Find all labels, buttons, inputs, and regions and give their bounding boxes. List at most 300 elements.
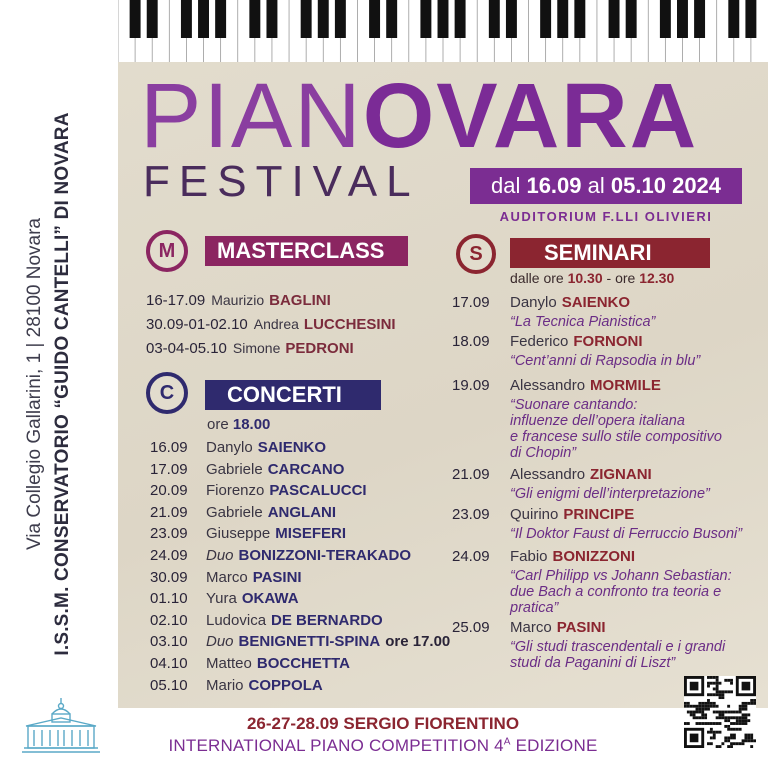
concert-date: 20.09 xyxy=(150,482,188,500)
qr-module xyxy=(719,711,722,714)
qr-module xyxy=(713,676,716,679)
concert-last-name: DE BERNARDO xyxy=(271,611,383,629)
concert-date: 04.10 xyxy=(150,655,188,672)
qr-module xyxy=(750,699,753,702)
concert-date: 16.09 xyxy=(150,439,188,456)
qr-module xyxy=(724,719,727,722)
black-key xyxy=(626,0,637,38)
qr-module xyxy=(736,711,739,714)
qr-module xyxy=(730,728,733,731)
masterclass-heading: MASTERCLASS xyxy=(205,236,408,266)
seminar-row xyxy=(452,466,752,484)
qr-module xyxy=(736,722,739,725)
qr-module xyxy=(730,711,733,714)
seminar-last-name: PRINCIPE xyxy=(563,506,635,523)
seminar-last-name: BONIZZONI xyxy=(552,548,636,565)
title-light-part: PIAN xyxy=(140,65,363,167)
qr-module xyxy=(744,708,747,711)
qr-module xyxy=(747,734,750,737)
masterclass-last-name: BAGLINI xyxy=(269,292,331,309)
edition-word: EDIZIONE xyxy=(515,736,598,755)
masterclass-first-name: Maurizio xyxy=(211,292,265,308)
concert-row xyxy=(150,655,350,672)
qr-module xyxy=(733,742,736,745)
black-key xyxy=(694,0,705,38)
concert-date: 23.09 xyxy=(150,525,188,543)
qr-module xyxy=(733,734,736,737)
qr-module xyxy=(727,725,730,728)
qr-module xyxy=(724,725,727,728)
black-key xyxy=(745,0,756,38)
qr-module xyxy=(704,708,707,711)
qr-module xyxy=(747,739,750,742)
qr-module xyxy=(719,716,722,719)
qr-module xyxy=(684,705,687,708)
qr-module xyxy=(742,722,745,725)
qr-module xyxy=(742,702,745,705)
concert-row xyxy=(150,569,302,586)
qr-module xyxy=(733,716,736,719)
black-key xyxy=(335,0,346,38)
qr-module xyxy=(727,711,730,714)
qr-module xyxy=(744,739,747,742)
concert-date: 21.09 xyxy=(150,503,188,521)
qr-module xyxy=(719,682,722,685)
qr-module xyxy=(701,705,704,708)
masterclass-first-name: Andrea xyxy=(253,316,299,332)
seminar-talk-title: “Gli enigmi dell’interpretazione” xyxy=(510,486,710,502)
concert-extra-time: ore 17.00 xyxy=(385,633,451,651)
qr-module xyxy=(704,722,707,725)
concert-last-name: PASINI xyxy=(252,568,302,586)
seminari-heading: SEMINARI xyxy=(510,238,710,268)
qr-module xyxy=(724,711,727,714)
seminar-talk-title: “Cent’anni di Rapsodia in blu” xyxy=(510,353,701,369)
qr-module xyxy=(721,690,724,693)
qr-module xyxy=(693,713,696,716)
concert-first-name: Yura xyxy=(206,590,237,608)
qr-module xyxy=(739,719,742,722)
masterclass-last-name: LUCCHESINI xyxy=(303,316,396,333)
seminar-row xyxy=(452,377,752,395)
concert-first-name: Gabriele xyxy=(206,503,263,521)
qr-module xyxy=(736,742,739,745)
qr-module xyxy=(730,742,733,745)
seminar-speaker xyxy=(510,294,630,311)
black-key xyxy=(318,0,329,38)
seminar-speaker xyxy=(510,377,661,394)
seminar-first-name: Quirino xyxy=(510,506,559,523)
black-key xyxy=(574,0,585,38)
concert-row xyxy=(150,677,323,694)
piano-keys xyxy=(118,0,768,62)
concert-last-name: MISEFERI xyxy=(275,525,347,543)
qr-module xyxy=(727,719,730,722)
qr-module xyxy=(742,708,745,711)
qr-module xyxy=(750,745,753,748)
qr-module xyxy=(710,736,713,739)
qr-module xyxy=(716,690,719,693)
qr-module xyxy=(707,705,710,708)
competition-dates: 26-27-28.09 SERGIO FIORENTINO xyxy=(246,714,520,733)
qr-module xyxy=(716,722,719,725)
black-key xyxy=(181,0,192,38)
dates-to: 05.10 xyxy=(610,173,666,198)
qr-module xyxy=(727,728,730,731)
seminar-row xyxy=(452,548,752,566)
seminar-talk-title: e francese sullo stile compositivo xyxy=(510,429,722,445)
qr-module xyxy=(698,702,701,705)
qr-module xyxy=(713,711,716,714)
qr-module xyxy=(739,722,742,725)
qr-module xyxy=(721,696,724,699)
seminar-talk-title: due Bach a confronto tra teoria e xyxy=(510,584,722,600)
qr-module xyxy=(744,702,747,705)
seminar-row xyxy=(452,619,752,637)
qr-module xyxy=(716,705,719,708)
qr-module xyxy=(727,736,730,739)
qr-module xyxy=(719,713,722,716)
festival-title xyxy=(140,65,699,167)
masterclass-row xyxy=(146,292,331,309)
concert-row xyxy=(150,590,299,607)
qr-module xyxy=(690,713,693,716)
qr-module xyxy=(744,736,747,739)
qr-module xyxy=(750,702,753,705)
concert-last-name: SAIENKO xyxy=(257,439,327,456)
concert-first-name: Danylo xyxy=(206,439,253,456)
competition-name xyxy=(118,736,648,756)
qr-module xyxy=(727,690,730,693)
qr-module xyxy=(698,716,701,719)
qr-module xyxy=(733,728,736,731)
qr-module xyxy=(716,711,719,714)
qr-module xyxy=(730,679,733,682)
qr-module xyxy=(713,736,716,739)
qr-module xyxy=(698,722,701,725)
masterclass-last-name: PEDRONI xyxy=(285,340,354,357)
conservatory-building-logo xyxy=(22,696,100,754)
seminar-first-name: Federico xyxy=(510,333,569,350)
black-key xyxy=(369,0,380,38)
qr-module xyxy=(724,716,727,719)
concert-last-name: BONIZZONI-TERAKADO xyxy=(238,547,412,564)
qr-module xyxy=(739,728,742,731)
qr-module xyxy=(710,722,713,725)
qr-module xyxy=(710,702,713,705)
seminar-date: 21.09 xyxy=(452,466,490,483)
qr-module xyxy=(701,722,704,725)
qr-module xyxy=(696,722,699,725)
qr-module xyxy=(690,711,693,714)
qr-module xyxy=(716,688,719,691)
concert-row xyxy=(150,525,346,542)
concert-date: 17.09 xyxy=(150,460,188,478)
seminar-talk-title: “Gli studi trascendentali e i grandi xyxy=(510,639,726,655)
dates-from: 16.09 xyxy=(526,173,582,198)
masterclass-date: 03-04-05.10 xyxy=(146,340,227,357)
qr-module xyxy=(730,722,733,725)
seminar-speaker xyxy=(510,619,606,636)
qr-module xyxy=(727,705,730,708)
concert-last-name: BENIGNETTI-SPINA xyxy=(238,633,381,651)
qr-module xyxy=(707,676,710,679)
masterclass-badge-icon: M xyxy=(146,230,188,272)
qr-module xyxy=(716,745,719,748)
black-key xyxy=(660,0,671,38)
qr-module xyxy=(716,693,719,696)
qr-module xyxy=(707,708,710,711)
seminari-time xyxy=(510,270,674,286)
venue-label: AUDITORIUM F.LLI OLIVIERI xyxy=(499,209,713,224)
qr-module xyxy=(733,722,736,725)
competition-name-text: INTERNATIONAL PIANO COMPETITION 4 xyxy=(168,736,504,755)
qr-module xyxy=(713,734,716,737)
qr-module xyxy=(742,713,745,716)
qr-module xyxy=(730,682,733,685)
qr-module xyxy=(736,716,739,719)
black-key xyxy=(506,0,517,38)
seminar-talk-title: “Suonare cantando: xyxy=(510,397,638,413)
qr-module xyxy=(696,716,699,719)
qr-module xyxy=(739,705,742,708)
qr-module xyxy=(713,702,716,705)
qr-module xyxy=(696,708,699,711)
seminar-speaker xyxy=(510,466,652,483)
concert-first-name: Mario xyxy=(206,676,244,694)
seminar-date: 24.09 xyxy=(452,548,490,565)
qr-module xyxy=(707,693,710,696)
black-key xyxy=(455,0,466,38)
qr-module xyxy=(742,682,751,691)
qr-module xyxy=(684,722,687,725)
seminar-date: 25.09 xyxy=(452,619,490,636)
qr-module xyxy=(707,722,710,725)
qr-module xyxy=(747,719,750,722)
qr-module xyxy=(719,696,722,699)
qr-module xyxy=(736,719,739,722)
concert-first-name: Gabriele xyxy=(206,460,263,478)
qr-module xyxy=(707,702,710,705)
seminar-last-name: PASINI xyxy=(556,619,606,636)
qr-module xyxy=(724,739,727,742)
masterclass-row xyxy=(146,316,396,333)
festival-dates-banner xyxy=(470,168,742,204)
qr-module xyxy=(727,716,730,719)
black-key xyxy=(609,0,620,38)
qr-module xyxy=(707,742,710,745)
qr-module xyxy=(701,711,704,714)
qr-module xyxy=(693,716,696,719)
concert-row xyxy=(150,633,450,650)
qr-module xyxy=(696,705,699,708)
qr-module xyxy=(704,705,707,708)
qr-module xyxy=(739,711,742,714)
qr-module xyxy=(710,742,713,745)
qr-module xyxy=(716,685,719,688)
qr-module xyxy=(716,682,719,685)
qr-module xyxy=(704,716,707,719)
qr-module xyxy=(696,711,699,714)
seminar-date: 19.09 xyxy=(452,377,490,394)
qr-module xyxy=(687,702,690,705)
qr-module xyxy=(713,731,716,734)
black-key xyxy=(728,0,739,38)
concert-date: 24.09 xyxy=(150,547,188,564)
qr-module xyxy=(733,736,736,739)
masterclass-date: 30.09-01-02.10 xyxy=(146,316,248,333)
qr-module xyxy=(750,736,753,739)
institution-address: Via Collegio Gallarini, 1 | 28100 Novara xyxy=(24,218,45,550)
black-key xyxy=(249,0,260,38)
concert-duo-label: Duo xyxy=(206,633,234,651)
concert-last-name: OKAWA xyxy=(241,590,299,608)
qr-module xyxy=(701,716,704,719)
concert-date: 02.10 xyxy=(150,611,188,629)
dates-from-label: dal xyxy=(490,173,521,198)
qr-module xyxy=(719,722,722,725)
qr-module xyxy=(744,734,747,737)
seminari-time-to: 12.30 xyxy=(639,270,675,286)
concerti-time-value: 18.00 xyxy=(232,416,271,433)
festival-subtitle: FESTIVAL xyxy=(143,157,420,206)
qr-module xyxy=(730,690,733,693)
concert-last-name: COPPOLA xyxy=(248,676,323,694)
qr-module xyxy=(716,679,719,682)
qr-module xyxy=(713,693,716,696)
seminari-time-sep: - ore xyxy=(606,270,636,286)
qr-module xyxy=(742,742,745,745)
seminar-first-name: Danylo xyxy=(510,294,557,311)
black-key xyxy=(147,0,158,38)
seminar-date: 23.09 xyxy=(452,506,490,523)
seminar-row xyxy=(452,333,752,351)
qr-module xyxy=(701,708,704,711)
seminar-row xyxy=(452,294,752,312)
qr-module xyxy=(710,693,713,696)
qr-module xyxy=(724,736,727,739)
qr-module xyxy=(750,734,753,737)
qr-module xyxy=(704,713,707,716)
qr-module xyxy=(730,736,733,739)
institution-name: I.S.S.M. CONSERVATORIO “GUIDO CANTELLI” DI NOVARA xyxy=(52,112,73,656)
concerti-time-label: ore xyxy=(207,416,229,433)
dates-year: 2024 xyxy=(672,173,722,198)
concert-first-name: Fiorenzo xyxy=(206,482,265,500)
seminari-time-from: 10.30 xyxy=(567,270,603,286)
concert-last-name: CARCANO xyxy=(267,460,345,478)
concert-last-name: BOCCHETTA xyxy=(256,655,350,672)
seminar-talk-title: “La Tecnica Pianistica” xyxy=(510,314,656,330)
black-key xyxy=(540,0,551,38)
concert-first-name: Giuseppe xyxy=(206,525,271,543)
seminar-row xyxy=(452,506,752,524)
qr-module xyxy=(730,716,733,719)
qr-module xyxy=(747,713,750,716)
masterclass-date: 16-17.09 xyxy=(146,292,206,309)
edition-sup: A xyxy=(503,736,511,748)
qr-module xyxy=(747,702,750,705)
qr-module xyxy=(713,705,716,708)
black-key xyxy=(420,0,431,38)
black-key xyxy=(386,0,397,38)
concert-row xyxy=(150,482,367,499)
concerti-heading: CONCERTI xyxy=(205,380,381,410)
qr-module xyxy=(687,705,690,708)
qr-module xyxy=(727,745,730,748)
qr-module xyxy=(736,728,739,731)
concert-row xyxy=(150,547,411,564)
qr-module xyxy=(739,708,742,711)
qr-module xyxy=(744,716,747,719)
qr-module xyxy=(744,705,747,708)
seminar-talk-title: influenze dell’opera italiana xyxy=(510,413,685,429)
masterclass-first-name: Simone xyxy=(232,340,281,356)
sidebar xyxy=(0,0,118,768)
qr-module xyxy=(687,711,690,714)
seminar-last-name: FORNONI xyxy=(573,333,643,350)
black-key xyxy=(215,0,226,38)
qr-module xyxy=(701,702,704,705)
qr-module xyxy=(719,693,722,696)
qr-module xyxy=(707,699,710,702)
qr-module xyxy=(753,699,756,702)
qr-module xyxy=(707,682,710,685)
seminari-badge-icon: S xyxy=(456,234,496,274)
black-key xyxy=(438,0,449,38)
qr-code[interactable] xyxy=(684,676,756,748)
seminar-first-name: Marco xyxy=(510,619,552,636)
qr-module xyxy=(719,690,722,693)
concert-last-name: PASCALUCCI xyxy=(269,482,367,500)
qr-module xyxy=(753,702,756,705)
qr-module xyxy=(747,736,750,739)
seminar-talk-title: di Chopin” xyxy=(510,445,577,461)
seminar-first-name: Alessandro xyxy=(510,377,586,394)
concert-first-name: Matteo xyxy=(206,655,252,672)
seminar-talk-title: “Carl Philipp vs Johann Sebastian: xyxy=(510,568,732,584)
qr-module xyxy=(719,745,722,748)
qr-module xyxy=(742,716,745,719)
qr-module xyxy=(730,734,733,737)
qr-module xyxy=(690,734,699,743)
qr-module xyxy=(704,702,707,705)
qr-module xyxy=(707,731,710,734)
qr-module xyxy=(693,705,696,708)
seminar-talk-title: studi da Paganini di Liszt” xyxy=(510,655,676,671)
qr-module xyxy=(716,731,719,734)
qr-module xyxy=(716,676,719,679)
qr-module xyxy=(721,716,724,719)
qr-module xyxy=(753,739,756,742)
qr-module xyxy=(684,702,687,705)
qr-module xyxy=(727,739,730,742)
concert-last-name: ANGLANI xyxy=(267,503,337,521)
masterclass-row xyxy=(146,340,354,357)
qr-module xyxy=(724,690,727,693)
concert-first-name: Ludovica xyxy=(206,611,267,629)
qr-module xyxy=(687,722,690,725)
black-key xyxy=(489,0,500,38)
qr-module xyxy=(701,713,704,716)
black-key xyxy=(677,0,688,38)
concert-first-name: Marco xyxy=(206,568,248,586)
qr-module xyxy=(698,708,701,711)
concert-duo-label: Duo xyxy=(206,547,234,564)
seminar-speaker xyxy=(510,548,635,565)
qr-module xyxy=(742,719,745,722)
seminar-first-name: Fabio xyxy=(510,548,548,565)
